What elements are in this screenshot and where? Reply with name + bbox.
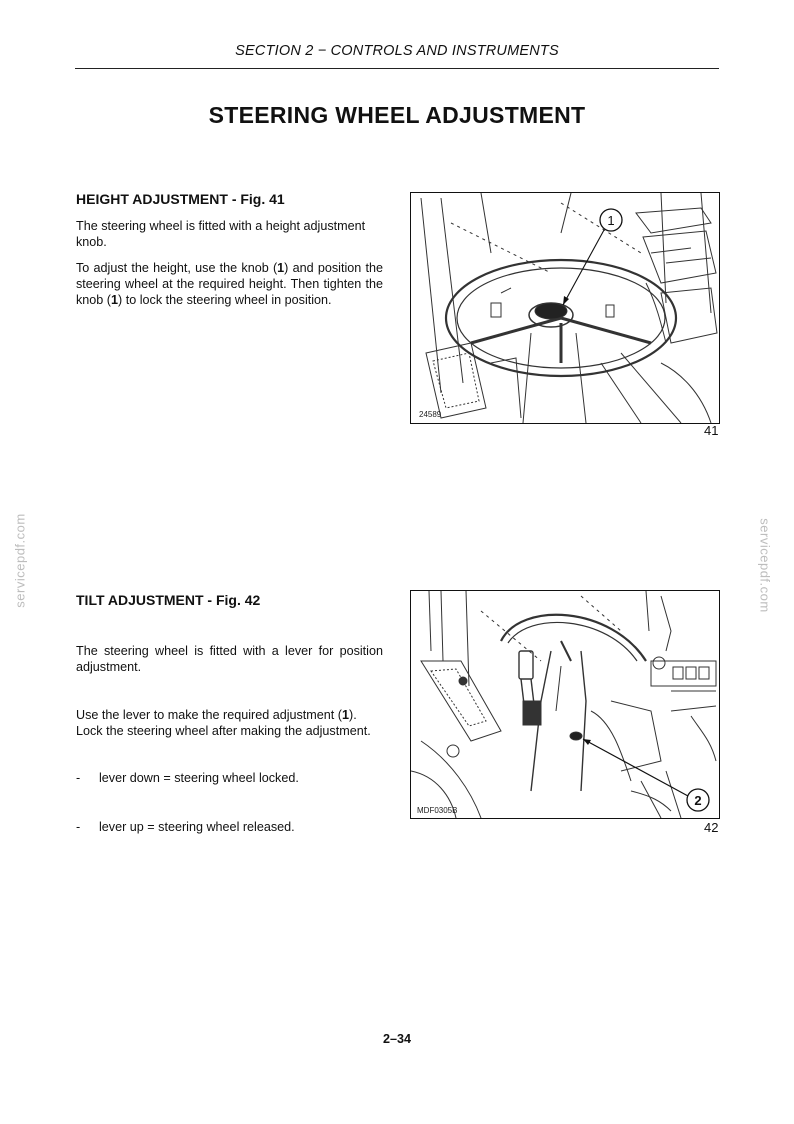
header-rule	[75, 68, 719, 69]
height-para2-ref-2: 1	[111, 293, 119, 307]
bullet-dash: -	[76, 771, 81, 785]
tilt-para2-text-c: ). Lock the steering wheel after making the adjustment.	[76, 708, 371, 738]
figure-41-number: 41	[704, 423, 719, 438]
steering-wheel-height-illustration	[411, 193, 719, 423]
page-title: STEERING WHEEL ADJUSTMENT	[208, 102, 586, 128]
tilt-paragraph-1: The steering wheel is fitted with a lever for position adjustment.	[76, 644, 383, 674]
height-paragraph-2	[76, 260, 383, 308]
height-para2-text-a: To adjust the height, use the knob (	[76, 261, 278, 275]
bullet-text: lever up = steering wheel released.	[99, 820, 295, 834]
figure-42-image-code: MDF0305B	[417, 806, 458, 815]
bullet-dash: -	[76, 820, 81, 834]
callout-2-leader	[583, 739, 688, 796]
bullet-lever-down	[76, 771, 383, 787]
callout-2-label: 2	[694, 793, 702, 808]
height-adjustment-heading: HEIGHT ADJUSTMENT - Fig. 41	[76, 191, 285, 207]
tilt-adjustment-heading: TILT ADJUSTMENT - Fig. 42	[76, 592, 261, 608]
figure-42-number: 42	[704, 820, 719, 835]
height-para2-ref-1: 1	[277, 261, 285, 275]
figure-41-steering-height	[410, 192, 720, 424]
figure-42-steering-tilt	[410, 590, 720, 819]
callout-1-label: 1	[607, 213, 615, 228]
steering-wheel-tilt-illustration	[411, 591, 719, 818]
tilt-paragraph-2	[76, 707, 383, 739]
height-para2-text-e: ) to lock the steering wheel in position.	[118, 293, 332, 307]
bullet-text: lever down = steering wheel locked.	[99, 771, 299, 785]
callout-1-leader	[563, 230, 604, 305]
bullet-lever-up	[76, 820, 383, 836]
watermark-left: servicepdf.com	[12, 513, 28, 608]
page-number: 2–34	[382, 1032, 412, 1046]
tilt-para2-text-a: Use the lever to make the required adjustment (	[76, 708, 342, 722]
height-paragraph-1: The steering wheel is fitted with a height adjustment knob.	[76, 219, 366, 249]
height-para2-text-c: ) and position the steering wheel at the required height. Then tighten the knob (	[76, 261, 383, 307]
section-header: SECTION 2 − CONTROLS AND INSTRUMENTS	[235, 43, 559, 59]
tilt-para2-ref: 1	[342, 708, 350, 722]
figure-41-image-code: 24589	[419, 410, 442, 419]
watermark-right: servicepdf.com	[757, 518, 773, 613]
